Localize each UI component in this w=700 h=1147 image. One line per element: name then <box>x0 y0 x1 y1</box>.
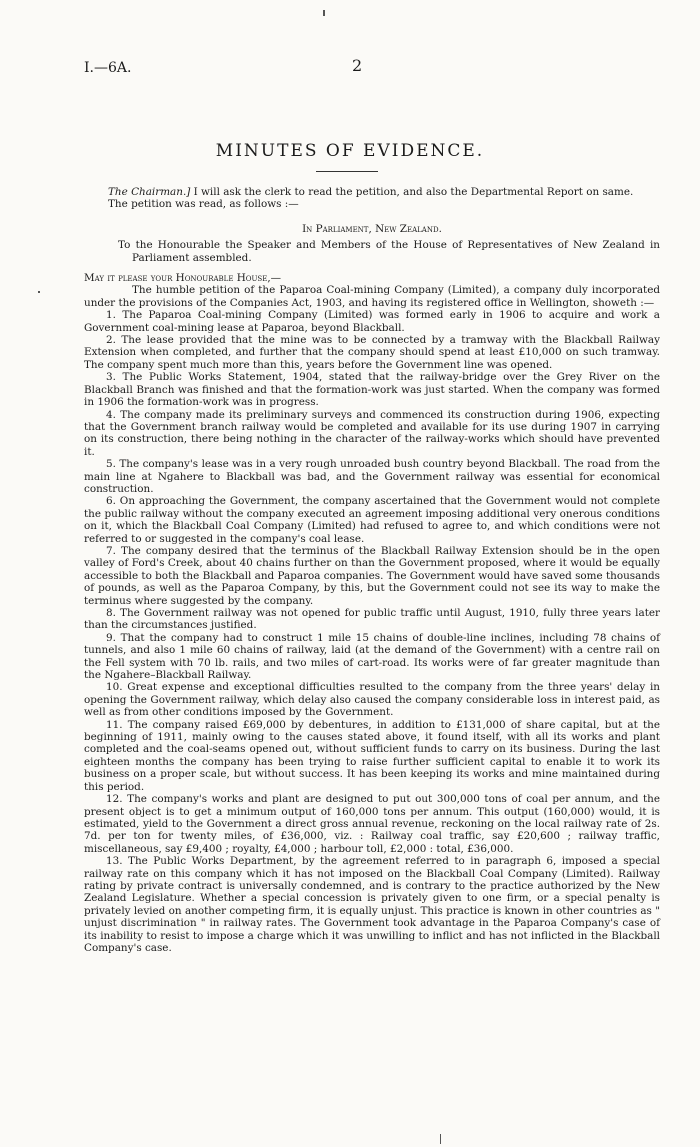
intro-paragraph <box>84 186 660 198</box>
petition-paragraph: 3. The Public Works Statement, 1904, stated that the railway-bridge over the Grey River on the Blackball Branch was finished and that the formation-work was just started. When the company was formed in 1906 the formation-work was in progress. <box>84 371 660 409</box>
document-reference: I.—6A. <box>84 60 132 76</box>
speaker-text: I will ask the clerk to read the petition, and also the Departmental Report on same. <box>190 186 634 198</box>
page-number: 2 <box>352 56 363 75</box>
petition-paragraph: 5. The company's lease was in a very rough unroaded bush country beyond Blackball. The road from the main line at Ngahere to Blackball was bad, and the Government railway was essential for economical construction. <box>84 458 660 495</box>
petition-opening: The humble petition of the Paparoa Coal-mining Company (Limited), a company duly incorporated under the provisions of the Companies Act, 1903, and having its registered office in Wellington, showeth :— <box>84 284 660 309</box>
petition-read-line: The petition was read, as follows :— <box>108 198 299 211</box>
petition-paragraph: 1. The Paparoa Coal-mining Company (Limited) was formed early in 1906 to acquire and work a Government coal-mining lease at Paparoa, beyond Blackball. <box>84 309 660 334</box>
page-header <box>84 56 616 76</box>
petition-paragraph: 2. The lease provided that the mine was to be connected by a tramway with the Blackball Railway Extension when completed, and further that the company should spend at least £10,000 on such tramway. The company spent much more than this, years before the Government line was opened. <box>84 334 660 371</box>
petition-salutation: May it please your Honourable House,— <box>84 272 282 285</box>
petition-paragraph: 7. The company desired that the terminus of the Blackball Railway Extension should be in the open valley of Ford's Creek, about 40 chains further on than the Government proposed, where it would be equally accessible to both the Blackball and Paparoa companies. The Government would have saved some thousands of pounds, as well as the Paparoa Company, by this, but the Government could not see its way to make the terminus where suggested by the company. <box>84 544 660 607</box>
petition-paragraph: 13. The Public Works Department, by the agreement referred to in paragraph 6, imposed a special railway rate on this company which it has not imposed on the Blackball Coal Company (Limited). Railway rating by private contract is universally condemned, and is contrary to the practice authorized by the New Zealand Legislature. Whether a special concession is privately given to one firm, or a special penalty is privately levied on another competing firm, it is equally unjust. This practice is known in other countries as " unjust discrimination " in railway rates. The Government took advantage in the Paparoa Company's case of its inability to resist to impose a charge which it was unwilling to inflict and has not inflicted in the Blackball Company's case. <box>84 855 660 954</box>
petition-paragraph: 12. The company's works and plant are designed to put out 300,000 tons of coal per annum, and the present object is to get a minimum output of 160,000 tons per annum. This output (160,000) would, it is estimated, yield to the Government a direct gross annual revenue, reckoning on the local railway rate of 2s. 7d. per ton for twenty miles, of £36,000, viz. : Railway coal traffic, say £20,600 ; railway traffic, miscellaneous, say £9,400 ; royalty, £4,000 ; harbour toll, £2,000 : total, £36,000. <box>84 793 660 855</box>
petition-addressee: To the Honourable the Speaker and Members of the House of Representatives of New Zealand in Parliament assembled. <box>118 239 660 264</box>
print-speck <box>38 291 40 293</box>
petition-heading: In Parliament, New Zealand. <box>302 222 442 235</box>
petition-paragraph: 8. The Government railway was not opened for public traffic until August, 1910, fully three years later than the circumstances justified. <box>84 607 660 632</box>
print-speck <box>323 10 325 16</box>
speaker-label: The Chairman.] <box>108 186 191 198</box>
title-rule <box>316 171 378 172</box>
page-title: MINUTES OF EVIDENCE. <box>215 141 485 161</box>
petition-paragraph: 9. That the company had to construct 1 mile 15 chains of double-line inclines, including 78 chains of tunnels, and also 1 mile 60 chains of railway, laid (at the demand of the Government) with a centre rail on the Fell system with 70 lb. rails, and two miles of cart-road. Its works were of far greater magnitude than the Ngahere–Blackball Railway. <box>84 631 660 682</box>
petition-paragraph: 11. The company raised £69,000 by debentures, in addition to £131,000 of share capital, but at the beginning of 1911, mainly owing to the causes stated above, it found itself, with all its works and plant completed and the coal-seams opened out, without sufficient funds to carry on its business. During the last eighteen months the company has been trying to raise further sufficient capital to enable it to work its business on a proper scale, but without success. It has been keeping its works and mine maintained during this period. <box>84 718 660 793</box>
petition-paragraph: 6. On approaching the Government, the company ascertained that the Government would not complete the public railway without the company executed an agreement imposing additional very onerous conditions on it, which the Blackball Coal Company (Limited) had refused to agree to, and which conditions were not referred to or suggested in the company's coal lease. <box>84 495 660 545</box>
document-body <box>84 186 660 954</box>
print-speck <box>440 1134 441 1144</box>
petition-paragraph: 4. The company made its preliminary surveys and commenced its construction during 1906, expecting that the Government branch railway would be completed and available for its use during 1907 in carrying on its construction, there being nothing in the character of the railway-works which should have prevented it. <box>84 408 660 458</box>
petition-paragraph: 10. Great expense and exceptional difficulties resulted to the company from the three years' delay in opening the Government railway, which delay also caused the company considerable loss in interest paid, as well as from other conditions imposed by the Government. <box>84 681 660 719</box>
